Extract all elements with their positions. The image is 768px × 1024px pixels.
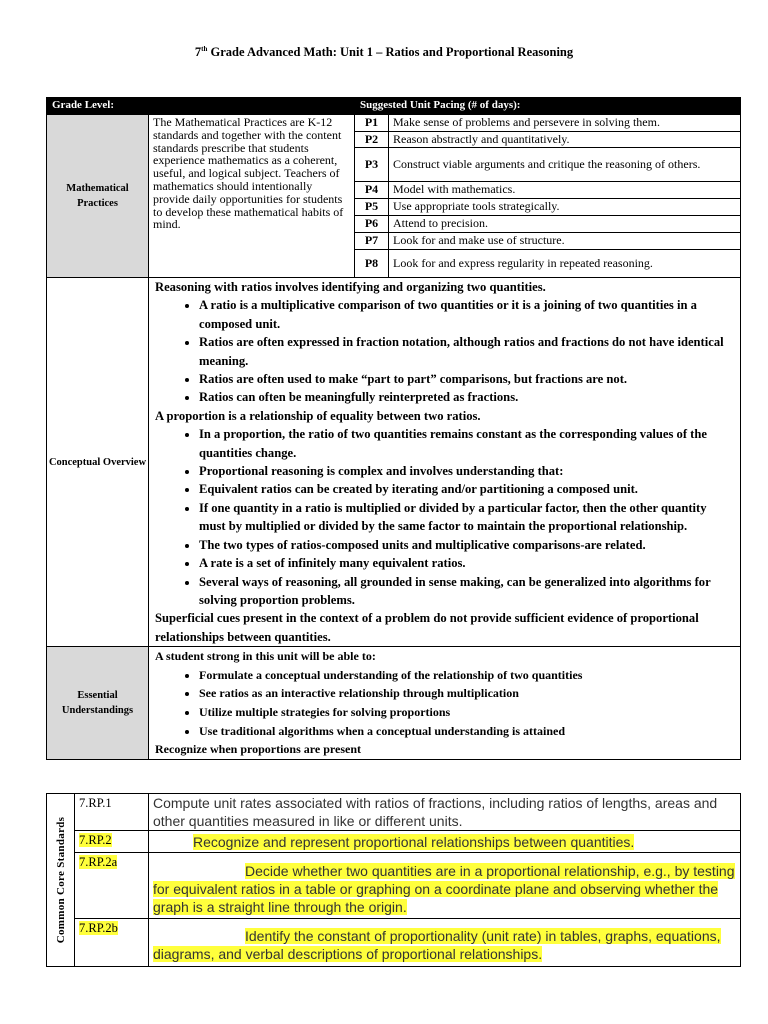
concept-intro: Reasoning with ratios involves identifying and organizing two quantities. (155, 280, 546, 294)
list-item: • Use traditional algorithms when a conceptual understanding is attained (199, 722, 734, 741)
practices-list (355, 115, 740, 277)
concept-bullets-proportions (155, 425, 734, 609)
list-item: • Ratios are often expressed in fraction notation, although ratios and fractions do not have identical meaning. (199, 333, 734, 370)
unit-plan-table (46, 97, 741, 760)
header-row (47, 98, 741, 115)
concept-proportion-intro: A proportion is a relationship of equality between two ratios. (155, 408, 481, 423)
standard-code: 7.RP.2b (75, 919, 149, 967)
standard-row (47, 831, 741, 853)
practice-text: Look for and make use of structure. (389, 232, 741, 249)
practice-code: P2 (355, 131, 389, 147)
eu-outro: Recognize when proportions are present (155, 742, 361, 757)
list-item: • See ratios as an interactive relationship through multiplication (199, 684, 734, 703)
standard-code: 7.RP.1 (75, 794, 149, 831)
concept-bullets-ratios (155, 296, 734, 406)
conceptual-overview-label: Conceptual Overview (47, 278, 149, 647)
standard-code: 7.RP.2 (75, 831, 149, 853)
practice-text: Model with mathematics. (389, 181, 741, 198)
pacing-label: Suggested Unit Pacing (# of days): (355, 98, 741, 115)
practice-row (355, 131, 740, 147)
practice-row (355, 249, 740, 277)
standard-description: Identify the constant of proportionality (unit rate) in tables, graphs, equations, diagrams, and verbal descriptions of proportional relationships. (149, 919, 741, 967)
practice-text: Attend to precision. (389, 215, 741, 232)
standards-side-label: Common Core Standards (54, 816, 67, 944)
practice-code: P8 (355, 249, 389, 277)
standard-description: Compute unit rates associated with ratios of fractions, including ratios of lengths, areas and other quantities measured in like or different units. (149, 794, 741, 831)
practices-cell (355, 115, 741, 278)
list-item: • A ratio is a multiplicative comparison of two quantities or it is a joining of two quantities in a composed unit. (199, 296, 734, 333)
standard-description: Decide whether two quantities are in a proportional relationship, e.g., by testing for equivalent ratios in a table or graphing on a coordinate plane and observing whether the graph is a straight line through the origin. (149, 853, 741, 919)
standard-description: Recognize and represent proportional relationships between quantities. (149, 831, 741, 853)
concept-outro: Superficial cues present in the context of a problem do not provide sufficient evidence of proportional relationships between quantities. (155, 611, 699, 644)
practice-row (355, 232, 740, 249)
list-item: • The two types of ratios-composed units and multiplicative comparisons-are related. (199, 536, 734, 554)
list-item: • Equivalent ratios can be created by iterating and/or partitioning a composed unit. (199, 480, 734, 498)
standard-row (47, 919, 741, 967)
practice-row (355, 115, 740, 131)
practice-code: P5 (355, 198, 389, 215)
practice-code: P1 (355, 115, 389, 131)
math-practices-description: The Mathematical Practices are K-12 standards and together with the content standards prescribe that students experience mathematics as a coherent, useful, and logical subject. Teachers of mathematics should intentionally provide daily opportunities for students to develop these mathematical habits of mind. (149, 115, 355, 278)
practice-code: P3 (355, 147, 389, 181)
list-item: • In a proportion, the ratio of two quantities remains constant as the corresponding values of the quantities change. (199, 425, 734, 462)
standards-table (46, 793, 741, 967)
list-item: • Utilize multiple strategies for solving proportions (199, 703, 734, 722)
math-practices-label: Mathematical Practices (47, 115, 149, 278)
math-practices-row (47, 115, 741, 278)
essential-understandings-row (47, 647, 741, 760)
list-item: • Ratios are often used to make “part to part” comparisons, but fractions are not. (199, 370, 734, 388)
essential-understandings-label: Essential Understandings (47, 647, 149, 760)
conceptual-overview-row (47, 278, 741, 647)
practice-code: P6 (355, 215, 389, 232)
list-item: • Proportional reasoning is complex and involves understanding that: (199, 462, 734, 480)
practice-code: P4 (355, 181, 389, 198)
list-item: • Ratios can often be meaningfully reinterpreted as fractions. (199, 388, 734, 406)
list-item: • A rate is a set of infinitely many equivalent ratios. (199, 554, 734, 572)
standards-side-label-cell (47, 794, 75, 967)
standard-row (47, 794, 741, 831)
conceptual-overview-content (149, 278, 741, 647)
practice-row (355, 181, 740, 198)
page-title: 7th Grade Advanced Math: Unit 1 – Ratios and Proportional Reasoning (194, 45, 574, 60)
standard-row (47, 853, 741, 919)
practice-text: Construct viable arguments and critique the reasoning of others. (389, 147, 741, 181)
practice-text: Look for and express regularity in repeated reasoning. (389, 249, 741, 277)
eu-bullets (155, 666, 734, 740)
list-item: • Formulate a conceptual understanding of the relationship of two quantities (199, 666, 734, 685)
essential-understandings-content (149, 647, 741, 760)
practice-row (355, 147, 740, 181)
practice-code: P7 (355, 232, 389, 249)
practice-text: Make sense of problems and persevere in solving them. (389, 115, 741, 131)
standard-code: 7.RP.2a (75, 853, 149, 919)
list-item: • If one quantity in a ratio is multiplied or divided by a particular factor, then the other quantity must by multiplied or divided by the same factor to maintain the proportional relationship. (199, 499, 734, 536)
list-item: • Several ways of reasoning, all grounded in sense making, can be generalized into algorithms for solving proportion problems. (199, 573, 734, 610)
practice-text: Reason abstractly and quantitatively. (389, 131, 741, 147)
practice-row (355, 198, 740, 215)
eu-intro: A student strong in this unit will be able to: (155, 649, 376, 664)
practice-text: Use appropriate tools strategically. (389, 198, 741, 215)
practice-row (355, 215, 740, 232)
grade-level-label: Grade Level: (47, 98, 355, 115)
